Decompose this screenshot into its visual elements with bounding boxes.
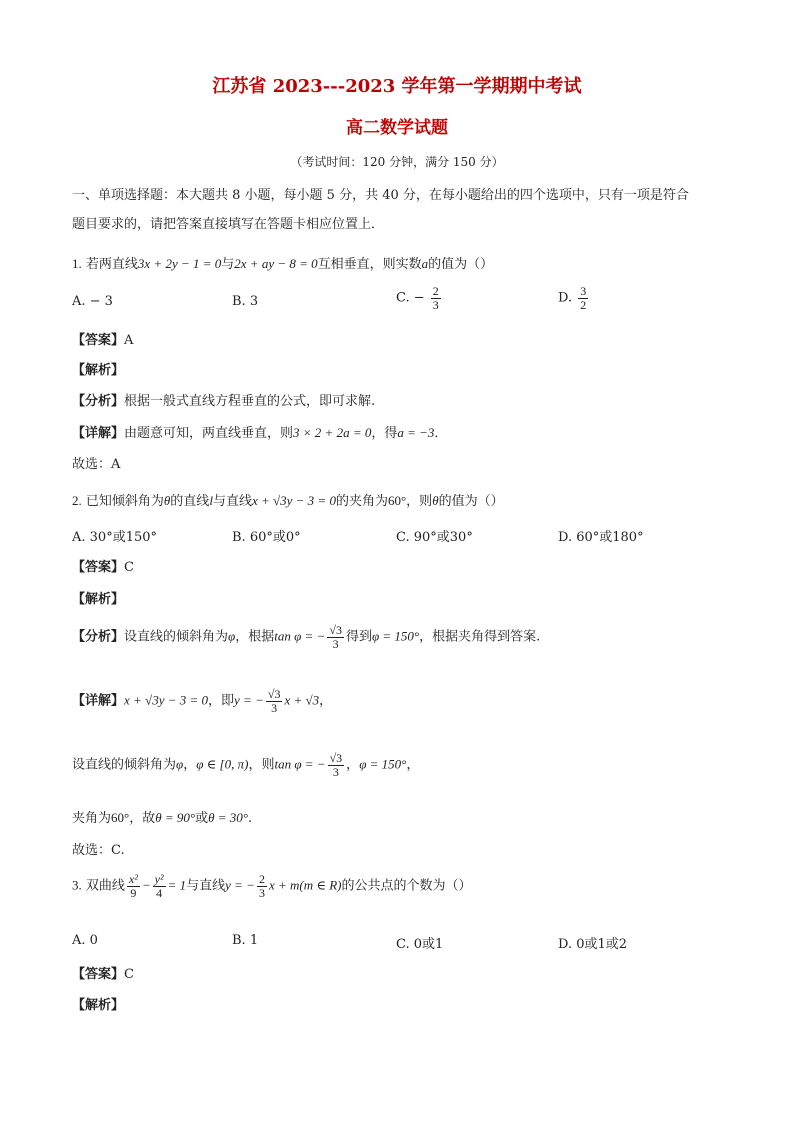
q2-phi-val: φ = 150° xyxy=(371,628,420,644)
q2-line4-a: 夹角为 xyxy=(72,811,112,826)
q2-option-c: C. 90°或30° xyxy=(396,530,473,545)
q2-line3-val: φ = 150° xyxy=(359,756,407,772)
q2-stem-c: 与直线 xyxy=(212,494,252,509)
q1-xiangjie-eq: 3 × 2 + 2a = 0 xyxy=(293,425,372,440)
q2-xj-den: 3 xyxy=(271,700,278,715)
q1-fenxi-text: 根据一般式直线方程垂直的公式，即可求解. xyxy=(124,394,376,409)
q1-option-d xyxy=(558,285,590,311)
q1-xiangjie-b: ，得 xyxy=(371,426,398,441)
q3-answer xyxy=(72,963,134,982)
q1-option-c xyxy=(396,285,443,311)
q1-xiangjie-tag: 【详解】 xyxy=(72,426,125,441)
q2-analysis-tag: 【解析】 xyxy=(72,592,125,607)
q3-option-d: D. 0或1或2 xyxy=(558,937,628,952)
q2-line3-c: ， xyxy=(346,757,360,773)
q2-answer xyxy=(72,556,134,575)
q2-eq: x + √3y − 3 = 0 xyxy=(251,493,336,508)
q2-option-a: A. 30°或150° xyxy=(72,530,158,545)
q1-option-c-fraction xyxy=(431,285,441,311)
q2-line3-d: ， xyxy=(406,757,420,773)
q2-option-d: D. 60°或180° xyxy=(558,530,644,545)
q2-fenxi-tag: 【分析】 xyxy=(72,629,125,645)
q1-stem-d: 的值为（） xyxy=(428,257,494,272)
q2-line3-phi: φ xyxy=(176,756,184,772)
q3-eq-one: = 1 xyxy=(167,877,187,893)
q3-answer-value: C xyxy=(124,967,134,982)
q2-xiangjie xyxy=(72,688,332,714)
q2-stem-b: 的直线 xyxy=(170,494,210,509)
q2-line4 xyxy=(72,807,252,826)
section-intro-line1: 一、单项选择题：本大题共 8 小题，每小题 5 分，共 40 分，在每小题给出的四个选项中，只有一项是符合 xyxy=(72,188,689,203)
q2-stem-f: 的值为（） xyxy=(438,494,504,509)
q3-y-eq: y = − xyxy=(225,877,255,893)
q1-option-c-den: 3 xyxy=(432,297,439,312)
q2-line3-tan: tan φ = − xyxy=(274,756,326,772)
q2-line4-t2: θ = 30° xyxy=(208,810,248,825)
q3-three: 3 xyxy=(258,885,265,900)
q2-xiangjie-tag: 【详解】 xyxy=(72,693,125,709)
exam-info: （考试时间：120 分钟，满分 150 分） xyxy=(290,155,504,169)
q2-line4-b: ，故 xyxy=(129,811,156,826)
q2-stem-d: 的夹角为 xyxy=(335,494,388,509)
q2-fenxi-fraction xyxy=(327,624,344,650)
q1-fenxi xyxy=(72,390,375,409)
q1-choose: 故选：A xyxy=(72,457,121,472)
q2-line3-den: 3 xyxy=(332,764,339,779)
q2-l: l xyxy=(209,493,213,508)
q1-option-d-num: 3 xyxy=(580,284,587,298)
q3-four: 4 xyxy=(156,885,163,900)
q2-tan-lhs: tan φ = − xyxy=(274,628,326,644)
q1-number: 1. xyxy=(72,256,82,271)
q2-fenxi-num: √3 xyxy=(329,623,342,637)
q2-option-b: B. 60°或0° xyxy=(232,530,301,545)
q2-xj-b: ， xyxy=(319,693,333,709)
q2-fenxi-b: ，根据 xyxy=(235,629,275,645)
q1-xiangjie-a: 由题意可知，两直线垂直，则 xyxy=(124,426,294,441)
q2-choose: 故选：C. xyxy=(72,843,125,858)
q2-line3-num: √3 xyxy=(329,751,343,765)
q2-line4-c: 或 xyxy=(195,811,209,826)
section-intro-line2: 题目要求的，请把答案直接填写在答题卡相应位置上． xyxy=(72,217,385,232)
q2-phi: φ xyxy=(228,628,236,644)
q2-number: 2. xyxy=(72,493,82,508)
q2-line3-a: 设直线的倾斜角为 xyxy=(72,757,177,773)
q2-answer-tag: 【答案】 xyxy=(72,560,125,575)
q1-fenxi-tag: 【分析】 xyxy=(72,394,125,409)
q2-theta: θ xyxy=(163,493,171,508)
q2-xj-eq: x + √3y − 3 = 0 xyxy=(124,692,209,708)
q2-xj-tail: x + √3 xyxy=(284,692,320,708)
q2-line3-range: φ ∈ [0, π) xyxy=(196,756,249,772)
q3-stem-c: 的公共点的个数为（） xyxy=(341,878,472,894)
q1-xiangjie-c: ． xyxy=(434,426,448,441)
q3-tail: x + m(m ∈ R) xyxy=(268,877,342,893)
q3-analysis-tag: 【解析】 xyxy=(72,998,125,1013)
q2-line3: 设直线的倾斜角为φ，φ ∈ [0, π)，则tan φ = − $\frac{√3}{3}$ ，φ = 150°， xyxy=(72,751,420,779)
q2-stem-a: 已知倾斜角为 xyxy=(85,494,164,509)
q2-xj-fraction xyxy=(266,688,283,714)
q1-stem-c: 互相垂直，则实数 xyxy=(317,257,422,272)
q3-y2: y² xyxy=(154,872,164,886)
q1-analysis-tag: 【解析】 xyxy=(72,363,125,378)
q3-frac-x xyxy=(127,873,140,899)
q3-minus: − xyxy=(141,877,151,893)
q1-xiangjie xyxy=(72,422,447,441)
q1-xiangjie-result: a = −3 xyxy=(397,425,435,440)
q2-line3-fraction xyxy=(328,752,345,778)
q2-fenxi-den: 3 xyxy=(332,636,339,651)
q2-xj-a: ，即 xyxy=(208,693,235,709)
q3-frac-slope xyxy=(257,873,267,899)
q1-eq2: 2x + ay − 8 = 0 xyxy=(234,256,318,271)
q3-answer-tag: 【答案】 xyxy=(72,967,125,982)
q2-fenxi xyxy=(72,624,540,650)
q2-theta-2: θ xyxy=(432,493,439,508)
q3-stem-b: 与直线 xyxy=(186,878,226,894)
q1-answer-value: A xyxy=(124,333,134,348)
q3-frac-y xyxy=(153,873,166,899)
q1-option-b: B. 3 xyxy=(232,294,259,309)
q1-option-d-fraction xyxy=(578,285,588,311)
q2-fenxi-c: 得到 xyxy=(345,629,372,645)
q2-stem-e: ，则 xyxy=(406,494,433,509)
q1-var: a xyxy=(421,256,429,271)
q1-option-c-num: 2 xyxy=(432,284,439,298)
q3-option-c: C. 0或1 xyxy=(396,937,444,952)
q2-xj-num: √3 xyxy=(267,687,281,701)
exam-title: 江苏省 2023---2023 学年第一学期期中考试 xyxy=(212,76,582,97)
q1-option-d-den: 2 xyxy=(580,297,587,312)
q1-stem-b: 与 xyxy=(221,257,235,272)
q1-stem-a: 若两直线 xyxy=(85,257,138,272)
q2-line3-b: ，则 xyxy=(248,757,275,773)
q1-eq1: 3x + 2y − 1 = 0 xyxy=(137,256,222,271)
q2-xj-y: y = − xyxy=(234,692,264,708)
q3-number: 3. xyxy=(72,877,82,893)
q2-line4-d: . xyxy=(247,811,253,826)
q2-answer-value: C xyxy=(124,560,134,575)
q3-x2: x² xyxy=(128,872,138,886)
q1-answer-tag: 【答案】 xyxy=(72,333,125,348)
q2-angle: 60° xyxy=(387,493,407,508)
q2-fenxi-d: ，根据夹角得到答案. xyxy=(419,629,541,645)
q3-nine: 9 xyxy=(130,885,137,900)
q1-option-c-label: C. − xyxy=(396,290,425,306)
q1-answer xyxy=(72,329,133,348)
q2-fenxi-a: 设直线的倾斜角为 xyxy=(124,629,229,645)
q3-option-a: A. 0 xyxy=(72,933,98,948)
q1-option-a: A. − 3 xyxy=(72,294,113,309)
q3-option-b: B. 1 xyxy=(232,933,259,948)
q1-option-d-label: D. xyxy=(558,290,573,306)
q3-stem-a: 双曲线 xyxy=(85,878,125,894)
exam-subtitle: 高二数学试题 xyxy=(346,118,448,138)
q2-line4-t1: θ = 90° xyxy=(155,810,196,825)
q2-stem xyxy=(72,490,504,509)
q1-stem xyxy=(72,253,493,272)
q3-two: 2 xyxy=(258,872,265,886)
q2-line4-angle: 60° xyxy=(111,810,130,825)
q3-stem xyxy=(72,873,472,899)
